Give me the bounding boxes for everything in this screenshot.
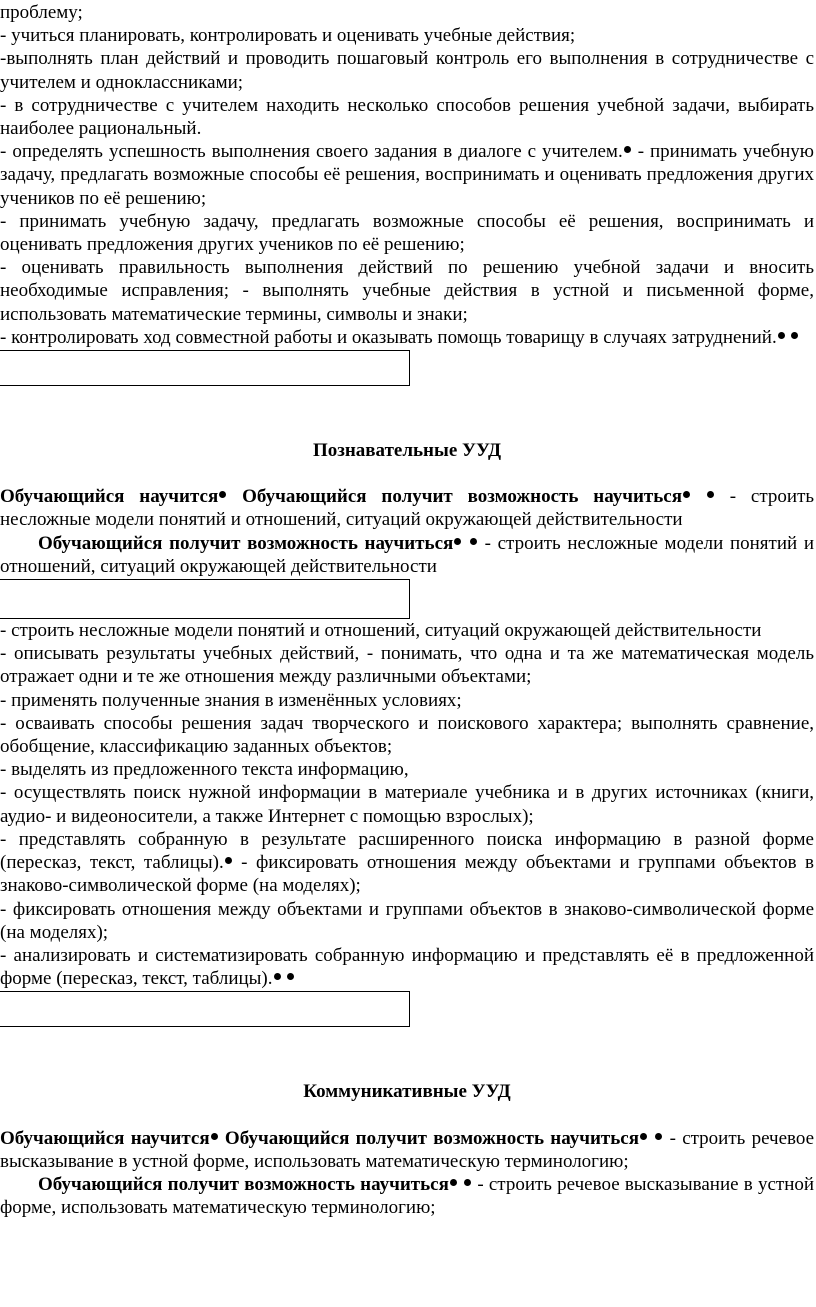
text-line <box>0 532 814 578</box>
spacer <box>0 386 814 439</box>
section-heading-cognitive: Познавательные УУД <box>312 440 502 462</box>
text-span: - фиксировать отношения между объектами и группами объектов в знаково-символической форме (на моделях); <box>0 852 814 897</box>
list-item <box>0 828 814 898</box>
bullet-dot-icon <box>655 1133 662 1140</box>
bullet-dot-icon <box>640 1133 647 1140</box>
spacer <box>0 1027 814 1080</box>
text-span: - анализировать и систематизировать собранную информацию и представлять её в предложенной форме (пересказ, текст, таблицы). <box>0 944 814 990</box>
text-line: - учиться планировать, контролировать и оценивать учебные действия; <box>0 25 576 47</box>
text-span: - строить несложные модели понятий и отношений, ситуаций окружающей действительности <box>0 532 814 577</box>
opportunity-label: Обучающийся получит возможность научиться <box>242 486 682 508</box>
bullet-dot-icon <box>454 538 461 545</box>
bullet-dot-icon <box>624 146 631 153</box>
text-line: - оценивать правильность выполнения действий по решению учебной задачи и вносить необходимые исправления; - выполнять учебные действия в устной и письменной форме, использовать математические термины, символы и знаки; <box>0 257 814 325</box>
bullet-dot-icon <box>287 973 294 980</box>
learn-label: Обучающийся научится <box>0 486 219 508</box>
list-item: - осваивать способы решения задач творческого и поискового характера; выполнять сравнение, обобщение, классификацию заданных объектов; <box>0 712 814 758</box>
text-span: - строить речевое высказывание в устной форме, использовать математическую терминологию; <box>0 1127 815 1172</box>
document-page <box>0 1 814 1219</box>
list-item <box>0 944 814 990</box>
list-item: - осуществлять поиск нужной информации в материале учебника и в других источниках (книги, аудио- и видеоносители, а также Интернет с помощью взрослых); <box>0 782 814 827</box>
text-line: - в сотрудничестве с учителем находить несколько способов решения учебной задачи, выбирать наиболее рациональный. <box>0 94 814 140</box>
bullet-dot-icon <box>778 332 785 339</box>
list-item: - фиксировать отношения между объектами и группами объектов в знаково-символической форме (на моделях); <box>0 898 814 943</box>
text-line <box>0 140 814 210</box>
bullet-dot-icon <box>225 857 232 864</box>
empty-table-cell <box>0 991 410 1027</box>
text-line: - принимать учебную задачу, предлагать возможные способы её решения, воспринимать и оценивать предложения других учеников по её решению; <box>0 210 814 256</box>
opportunity-label: Обучающийся получит возможность научиться <box>38 1173 449 1195</box>
bullet-dot-icon <box>274 973 281 980</box>
text-span: - строить несложные модели понятий и отношений, ситуаций окружающей действительности <box>0 486 815 531</box>
text-line <box>0 1173 814 1219</box>
bullet-dot-icon <box>219 491 226 498</box>
text-span: - представлять собранную в результате расширенного поиска информацию в разной форме (пересказ, текст, таблицы). <box>0 828 814 874</box>
opportunity-label: Обучающийся получит возможность научиться <box>224 1127 640 1149</box>
opportunity-label: Обучающийся получит возможность научиться <box>38 532 454 554</box>
bullet-dot-icon <box>450 1179 457 1186</box>
list-item: - применять полученные знания в изменённых условиях; <box>0 689 462 711</box>
list-item: - описывать результаты учебных действий, - понимать, что одна и та же математическая модель отражает одни и те же отношения между различными объектами; <box>0 643 814 688</box>
bullet-dot-icon <box>683 491 690 498</box>
text-line <box>0 1127 814 1173</box>
bullet-dot-icon <box>464 1179 471 1186</box>
text-line <box>0 485 814 531</box>
text-line: проблему; <box>0 2 83 23</box>
text-line: -выполнять план действий и проводить пошаговый контроль его выполнения в сотрудничестве с учителем и одноклассниками; <box>0 48 814 93</box>
list-item: - выделять из предложенного текста информацию, <box>0 759 409 781</box>
learn-label: Обучающийся научится <box>0 1127 210 1149</box>
text-span: - строить речевое высказывание в устной форме, использовать математическую терминологию; <box>0 1173 815 1219</box>
text-line <box>0 326 814 349</box>
spacer <box>0 1104 814 1127</box>
list-item: - строить несложные модели понятий и отношений, ситуаций окружающей действительности <box>0 620 762 642</box>
bullet-dot-icon <box>707 491 714 498</box>
empty-table-cell <box>0 350 410 386</box>
spacer <box>0 462 814 485</box>
bullet-dot-icon <box>470 538 477 545</box>
bullet-dot-icon <box>211 1133 218 1140</box>
text-span: - принимать учебную задачу, предлагать возможные способы её решения, воспринимать и оценивать предложения других учеников по её решению; <box>0 141 814 209</box>
empty-table-cell <box>0 579 410 619</box>
text-span: - определять успешность выполнения своего задания в диалоге с учителем. <box>0 141 623 163</box>
bullet-dot-icon <box>791 332 798 339</box>
section-heading-communicative: Коммуникативные УУД <box>303 1081 511 1103</box>
text-span: - контролировать ход совместной работы и оказывать помощь товарищу в случаях затруднений. <box>0 326 777 348</box>
